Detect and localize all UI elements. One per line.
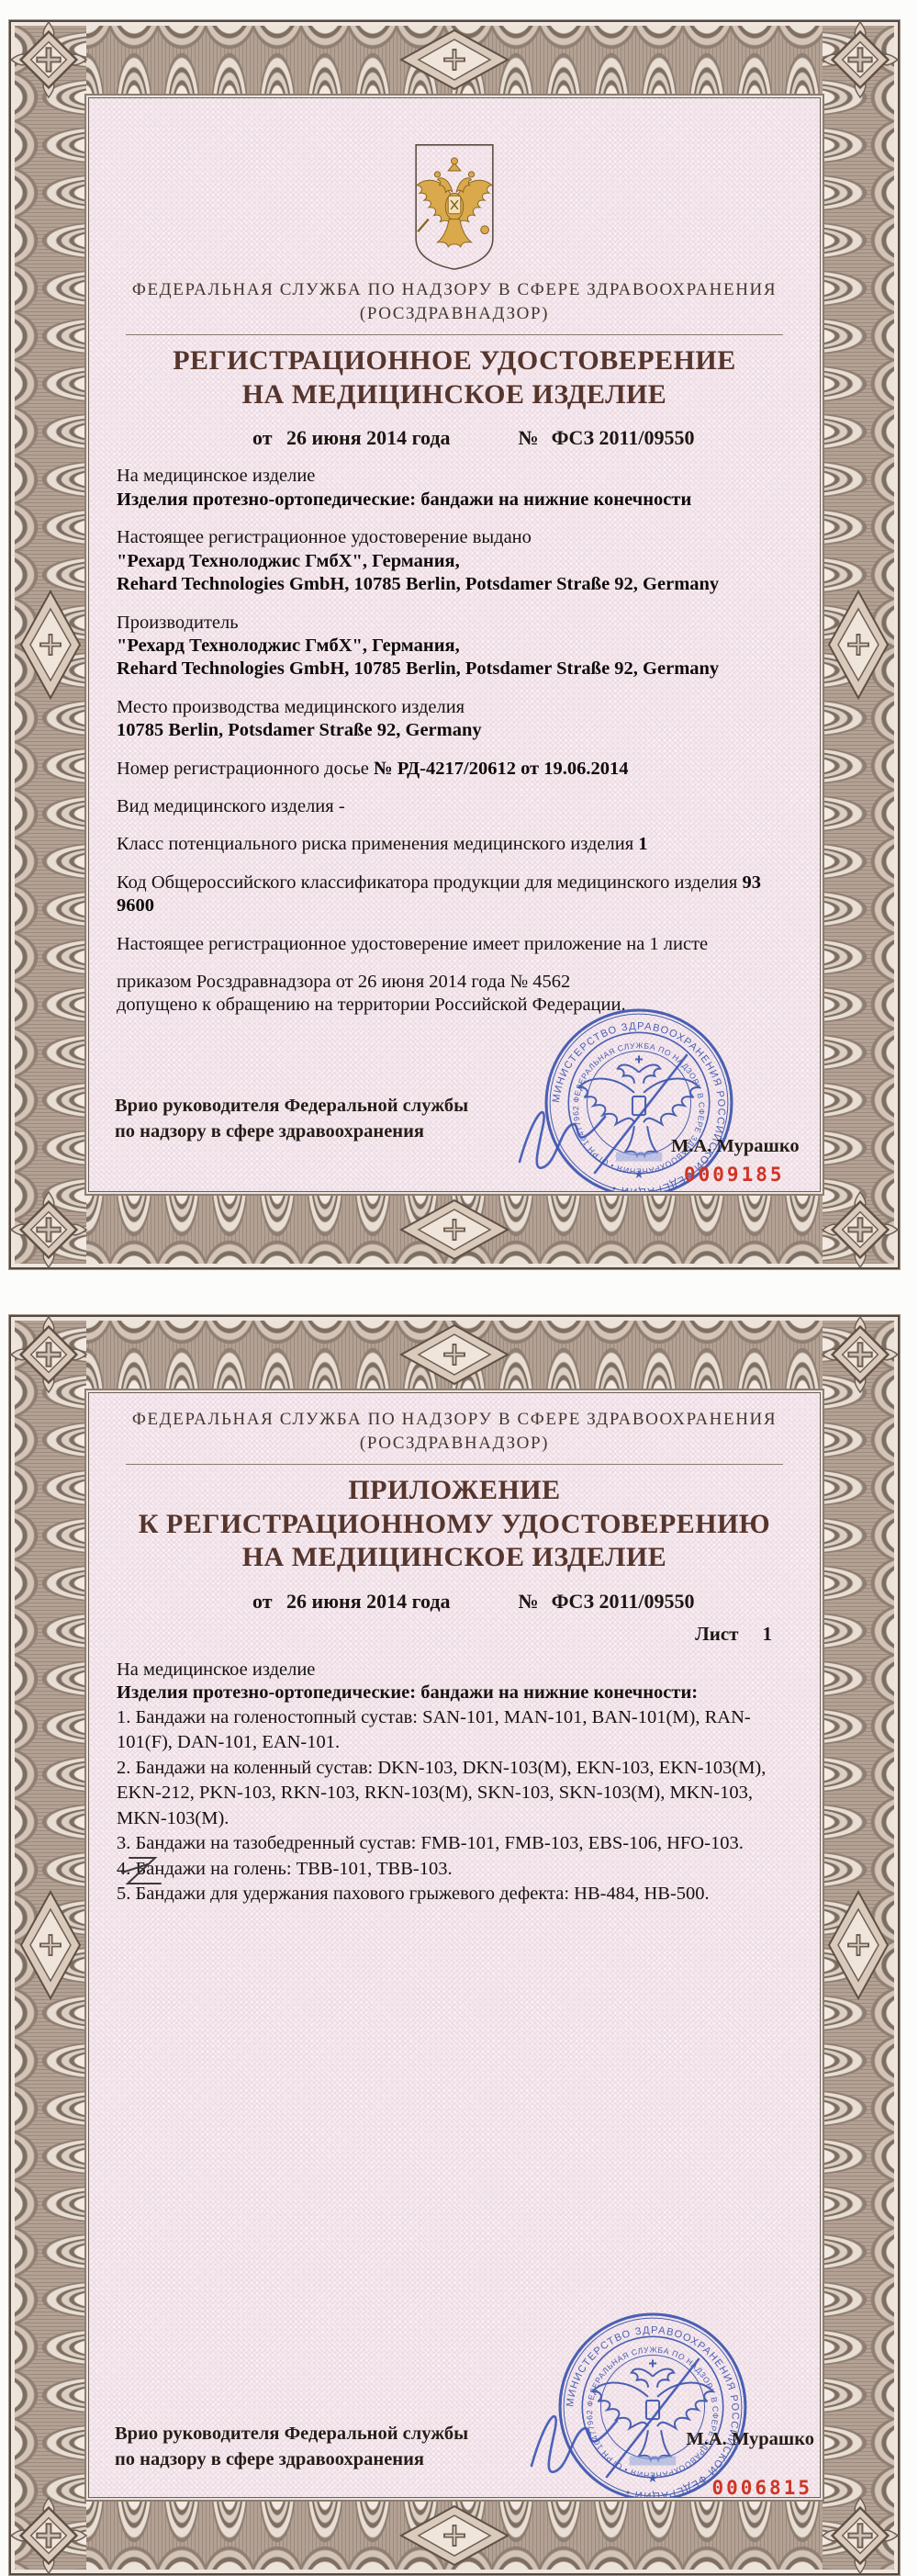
corner-ornament-icon	[820, 1189, 901, 1270]
dossier-label: Номер регистрационного досье	[117, 758, 369, 779]
corner-ornament-icon	[8, 19, 89, 100]
authority-abbreviation: (РОСЗДРАВНАДЗОР)	[359, 303, 550, 323]
order-line-1: приказом Росздравнадзора от 26 июня 2014 года № 4562	[117, 971, 571, 992]
certificate-field-page-1	[88, 97, 821, 1192]
manufacturer-block	[117, 612, 792, 681]
annex-title-line3: НА МЕДИЦИНСКОЕ ИЗДЕЛИЕ	[241, 1542, 667, 1573]
manufacturer-name-ru: "Рехард Технолоджис ГмбХ", Германия,	[117, 635, 460, 656]
corner-ornament-icon	[820, 19, 901, 100]
certificate-number: ФСЗ 2011/09550	[551, 1590, 695, 1614]
product-list	[117, 1705, 792, 1907]
issued-label: Настоящее регистрационное удостоверение выдано	[117, 527, 532, 548]
product-list-item: 1. Бандажи на голеностопный сустав: SAN-101, MAN-101, BAN-101(M), RAN-101(F), DAN-101, EAN-101.	[117, 1706, 751, 1753]
annex-line: Настоящее регистрационное удостоверение имеет приложение на 1 листе	[117, 933, 709, 954]
serial-number: 0006815	[711, 2477, 812, 2498]
signer-name: М.А. Мурашко	[686, 2429, 814, 2449]
medallion-icon	[390, 2503, 519, 2568]
annex-title-line2: К РЕГИСТРАЦИОННОМУ УДОСТОВЕРЕНИЮ	[138, 1508, 771, 1539]
issue-date: 26 июня 2014 года	[286, 1590, 451, 1614]
number-sign: №	[518, 426, 539, 450]
corner-ornament-icon	[820, 1314, 901, 1395]
product-list-item: 3. Бандажи на тазобедренный сустав: FMB-101, FMB-103, EBS-106, HFO-103.	[117, 1833, 744, 1854]
product-list-item: 2. Бандажи на коленный сустав: DKN-103, DKN-103(M), EKN-103, EKN-103(M), EKN-212, PKN-103, RKN-103, RKN-103(M), SKN-103, SKN-103(M), MKN-103, MKN-103(M).	[117, 1757, 767, 1828]
medallion-icon	[390, 1322, 519, 1387]
device-block	[117, 465, 792, 512]
issued-to-block	[117, 526, 792, 596]
place-label: Место производства медицинского изделия	[117, 696, 465, 717]
date-and-number-line	[252, 1590, 820, 1614]
device-label: На медицинское изделие	[117, 466, 316, 487]
corner-ornament-icon	[820, 2495, 901, 2576]
annex-title-line1: ПРИЛОЖЕНИЕ	[348, 1475, 561, 1506]
medallion-icon	[18, 1881, 83, 2009]
signature-icon	[519, 2356, 702, 2493]
date-and-number-line	[252, 426, 820, 450]
z-fill-mark-icon	[118, 1850, 164, 1893]
okp-code-line	[117, 872, 792, 918]
manufacturer-label: Производитель	[117, 612, 239, 633]
production-place-block	[117, 696, 792, 743]
medallion-icon	[390, 28, 519, 92]
header-divider	[126, 1464, 783, 1465]
russian-coat-of-arms-icon	[409, 139, 499, 273]
medallion-icon	[826, 580, 890, 709]
corner-ornament-icon	[8, 2495, 89, 2576]
issue-date-prefix: от	[252, 1590, 273, 1614]
serial-number: 0009185	[684, 1164, 785, 1186]
place-value: 10785 Berlin, Potsdamer Straße 92, Germany	[117, 720, 482, 741]
signer-position: Врио руководителя Федеральной службы по надзору в сфере здравоохранения	[115, 2424, 469, 2469]
risk-class-line	[117, 833, 792, 856]
authority-name: ФЕДЕРАЛЬНАЯ СЛУЖБА ПО НАДЗОРУ В СФЕРЕ ЗДРАВООХРАНЕНИЯ	[131, 280, 778, 299]
certificate-page-2-annex	[9, 1315, 900, 2575]
manufacturer-name-en: Rehard Technologies GmbH, 10785 Berlin, Potsdamer Straße 92, Germany	[117, 658, 720, 680]
risk-class-value: 1	[638, 834, 648, 855]
issue-date: 26 июня 2014 года	[286, 426, 451, 450]
sheet-label: Лист	[695, 1623, 739, 1646]
risk-label: Класс потенциального риска применения медицинского изделия	[117, 834, 634, 855]
device-kind-line: Вид медицинского изделия -	[117, 795, 345, 816]
certificate-page-1	[9, 20, 900, 1269]
okp-code-value: 93 9600	[117, 872, 761, 917]
signer-position: Врио руководителя Федеральной службы по надзору в сфере здравоохранения	[115, 1096, 469, 1142]
medallion-icon	[390, 1198, 519, 1262]
signature-icon	[507, 1052, 690, 1189]
dossier-number: № РД-4217/20612 от 19.06.2014	[374, 758, 629, 779]
issue-date-prefix: от	[252, 426, 273, 450]
company-name-en: Rehard Technologies GmbH, 10785 Berlin, Potsdamer Straße 92, Germany	[117, 574, 720, 595]
certificate-title-line2: НА МЕДИЦИНСКОЕ ИЗДЕЛИЕ	[241, 378, 667, 410]
sheet-number-line	[89, 1623, 772, 1646]
device-label: На медицинское изделие	[117, 1659, 316, 1681]
signer-name: М.А. Мурашко	[671, 1136, 800, 1156]
certificate-field-page-2	[88, 1392, 821, 2498]
certificate-number: ФСЗ 2011/09550	[551, 426, 695, 450]
number-sign: №	[518, 1590, 539, 1614]
product-list-item: 5. Бандажи для удержания пахового грыжевого дефекта: HB-484, HB-500.	[117, 1884, 710, 1905]
medallion-icon	[826, 1881, 890, 2009]
dossier-line	[117, 758, 792, 781]
device-name: Изделия протезно-ортопедические: бандажи на нижние конечности	[117, 489, 692, 510]
device-name: Изделия протезно-ортопедические: бандажи на нижние конечности:	[117, 1682, 699, 1704]
medallion-icon	[18, 580, 83, 709]
okp-label: Код Общероссийского классификатора продукции для медицинского изделия	[117, 872, 738, 893]
company-name-ru: "Рехард Технолоджис ГмбХ", Германия,	[117, 550, 460, 571]
order-line-2: допущено к обращению на территории Российской Федерации.	[117, 995, 626, 1016]
authority-name: ФЕДЕРАЛЬНАЯ СЛУЖБА ПО НАДЗОРУ В СФЕРЕ ЗДРАВООХРАНЕНИЯ	[131, 1410, 778, 1429]
corner-ornament-icon	[8, 1314, 89, 1395]
product-list-item: 4. Бандажи на голень: TBB-101, TBB-103.	[117, 1858, 453, 1879]
header-divider	[126, 334, 783, 335]
certificate-title-line1: РЕГИСТРАЦИОННОЕ УДОСТОВЕРЕНИЕ	[173, 345, 736, 377]
authority-abbreviation: (РОСЗДРАВНАДЗОР)	[359, 1433, 550, 1453]
sheet-number: 1	[762, 1623, 772, 1646]
corner-ornament-icon	[8, 1189, 89, 1270]
